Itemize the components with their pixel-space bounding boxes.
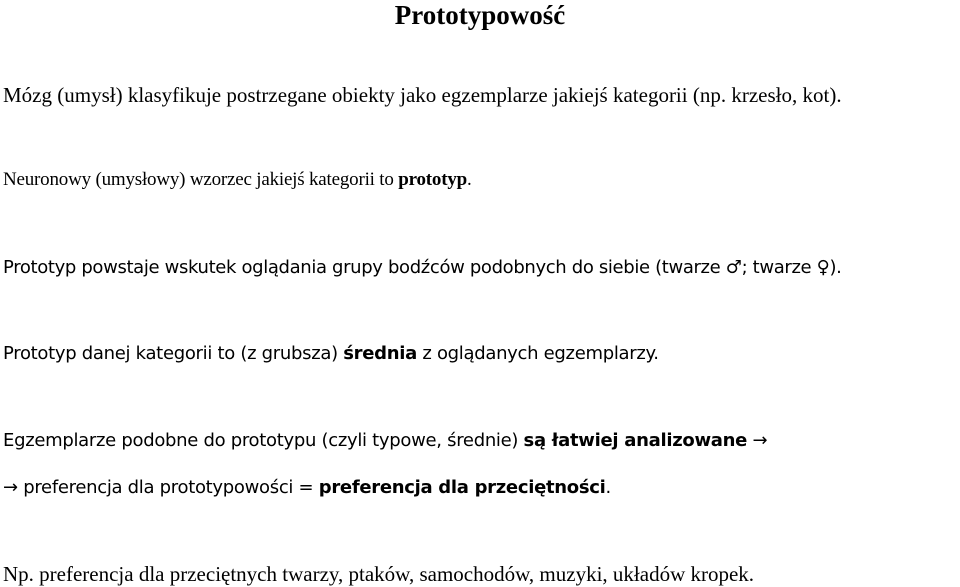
highlight-term: preferencja dla przeciętności	[318, 477, 606, 498]
paragraph-text: Mózg (umysł) klasyfikuje postrzegane obiekty jako egzemplarze jakiejś kategorii (np. krzesło, kot).	[3, 83, 842, 107]
paragraph-prototype-definition	[3, 167, 472, 193]
paragraph-typical-examples	[3, 428, 767, 454]
paragraph-text: ; twarze	[741, 257, 817, 278]
male-symbol-icon: ♂	[725, 257, 742, 278]
paragraph-examples	[3, 561, 754, 587]
paragraph-classification	[3, 82, 842, 108]
paragraph-prototype-formation	[3, 255, 842, 281]
paragraph-text: .	[467, 169, 472, 190]
arrow-right-icon: →	[3, 477, 24, 498]
female-symbol-icon: ♀	[816, 257, 830, 278]
paragraph-text: Egzemplarze podobne do prototypu (czyli typowe, średnie)	[3, 430, 524, 451]
highlight-term: prototyp	[398, 169, 467, 190]
paragraph-text: ).	[829, 257, 842, 278]
highlight-term: są łatwiej analizowane	[523, 430, 748, 451]
paragraph-text: z oglądanych egzemplarzy.	[416, 343, 659, 364]
highlight-term: średnia	[343, 343, 417, 364]
paragraph-text: preferencja dla prototypowości =	[23, 477, 319, 498]
paragraph-text: Prototyp danej kategorii to (z grubsza)	[3, 343, 344, 364]
page-title: Prototypowość	[394, 0, 566, 30]
arrow-right-icon: →	[747, 430, 768, 451]
paragraph-preference	[3, 475, 611, 501]
paragraph-text: Prototyp powstaje wskutek oglądania grupy bodźców podobnych do siebie (twarze	[3, 257, 726, 278]
paragraph-text: Np. preferencja dla przeciętnych twarzy, ptaków, samochodów, muzyki, układów kropek.	[3, 562, 755, 586]
paragraph-text: .	[605, 477, 611, 498]
paragraph-text: Neuronowy (umysłowy) wzorzec jakiejś kategorii to	[3, 169, 399, 190]
paragraph-prototype-average	[3, 341, 659, 367]
